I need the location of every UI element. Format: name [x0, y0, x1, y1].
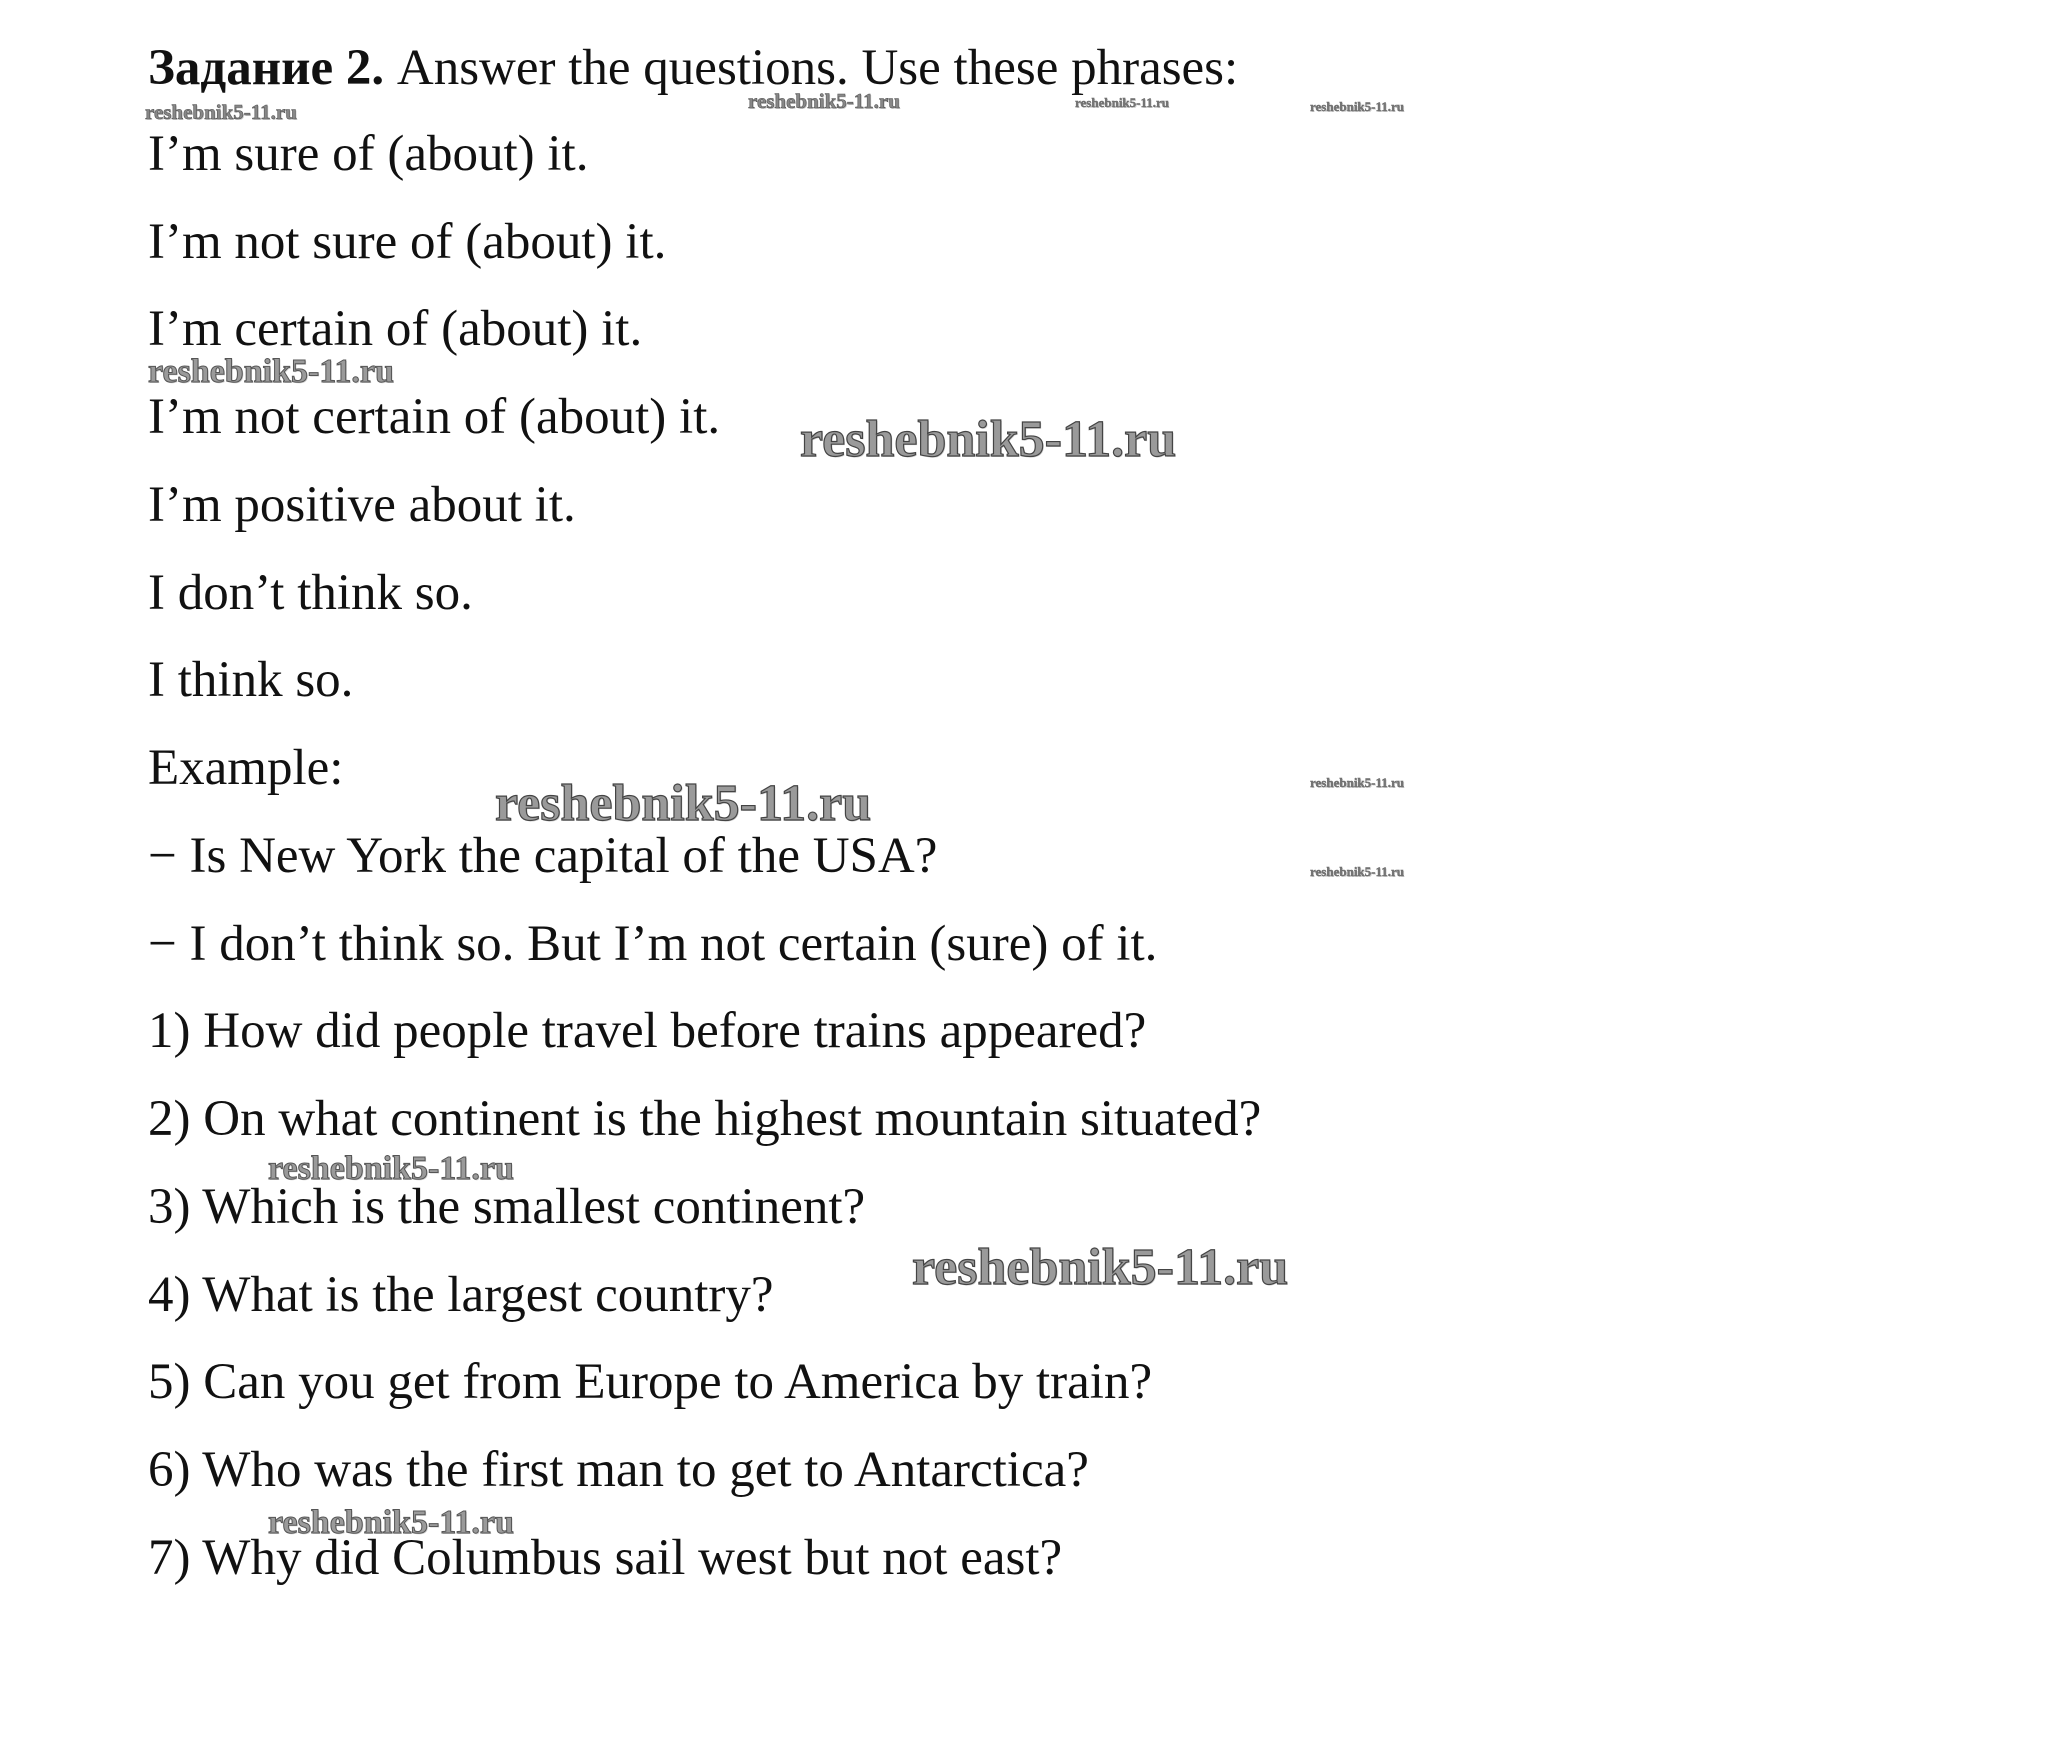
watermark: reshebnik5-11.ru — [748, 89, 900, 113]
example-answer: − I don’t think so. But I’m not certain (sure) of it. — [148, 916, 1158, 972]
watermark: reshebnik5-11.ru — [145, 100, 297, 124]
watermark: reshebnik5-11.ru — [495, 775, 872, 832]
phrase-item: I’m positive about it. — [148, 477, 576, 533]
watermark: reshebnik5-11.ru — [1075, 95, 1170, 110]
example-label: Example: — [148, 740, 344, 796]
watermark: reshebnik5-11.ru — [800, 411, 1177, 468]
watermark: reshebnik5-11.ru — [912, 1239, 1289, 1296]
task-instruction: Answer the questions. Use these phrases: — [384, 40, 1239, 96]
watermark: reshebnik5-11.ru — [1310, 99, 1405, 114]
watermark: reshebnik5-11.ru — [268, 1504, 514, 1541]
phrase-item: I’m sure of (about) it. — [148, 126, 589, 182]
question-item: 1) How did people travel before trains appeared? — [148, 1003, 1147, 1059]
question-item: 3) Which is the smallest continent? — [148, 1179, 866, 1235]
task-heading — [148, 38, 1238, 98]
watermark: reshebnik5-11.ru — [1310, 864, 1405, 879]
question-item: 5) Can you get from Europe to America by train? — [148, 1354, 1153, 1410]
example-question: − Is New York the capital of the USA? — [148, 828, 938, 884]
watermark: reshebnik5-11.ru — [1310, 775, 1405, 790]
watermark: reshebnik5-11.ru — [268, 1150, 514, 1187]
phrase-item: I’m not certain of (about) it. — [148, 389, 721, 445]
phrase-item: I don’t think so. — [148, 565, 473, 621]
question-item: 4) What is the largest country? — [148, 1267, 774, 1323]
question-item: 6) Who was the first man to get to Antarctica? — [148, 1442, 1089, 1498]
task-label: Задание 2. — [148, 40, 385, 96]
phrase-item: I’m certain of (about) it. — [148, 301, 643, 357]
phrase-item: I think so. — [148, 652, 354, 708]
question-item: 7) Why did Columbus sail west but not east? — [148, 1530, 1063, 1586]
phrase-item: I’m not sure of (about) it. — [148, 214, 667, 270]
question-item: 2) On what continent is the highest mountain situated? — [148, 1091, 1262, 1147]
watermark: reshebnik5-11.ru — [148, 353, 394, 390]
